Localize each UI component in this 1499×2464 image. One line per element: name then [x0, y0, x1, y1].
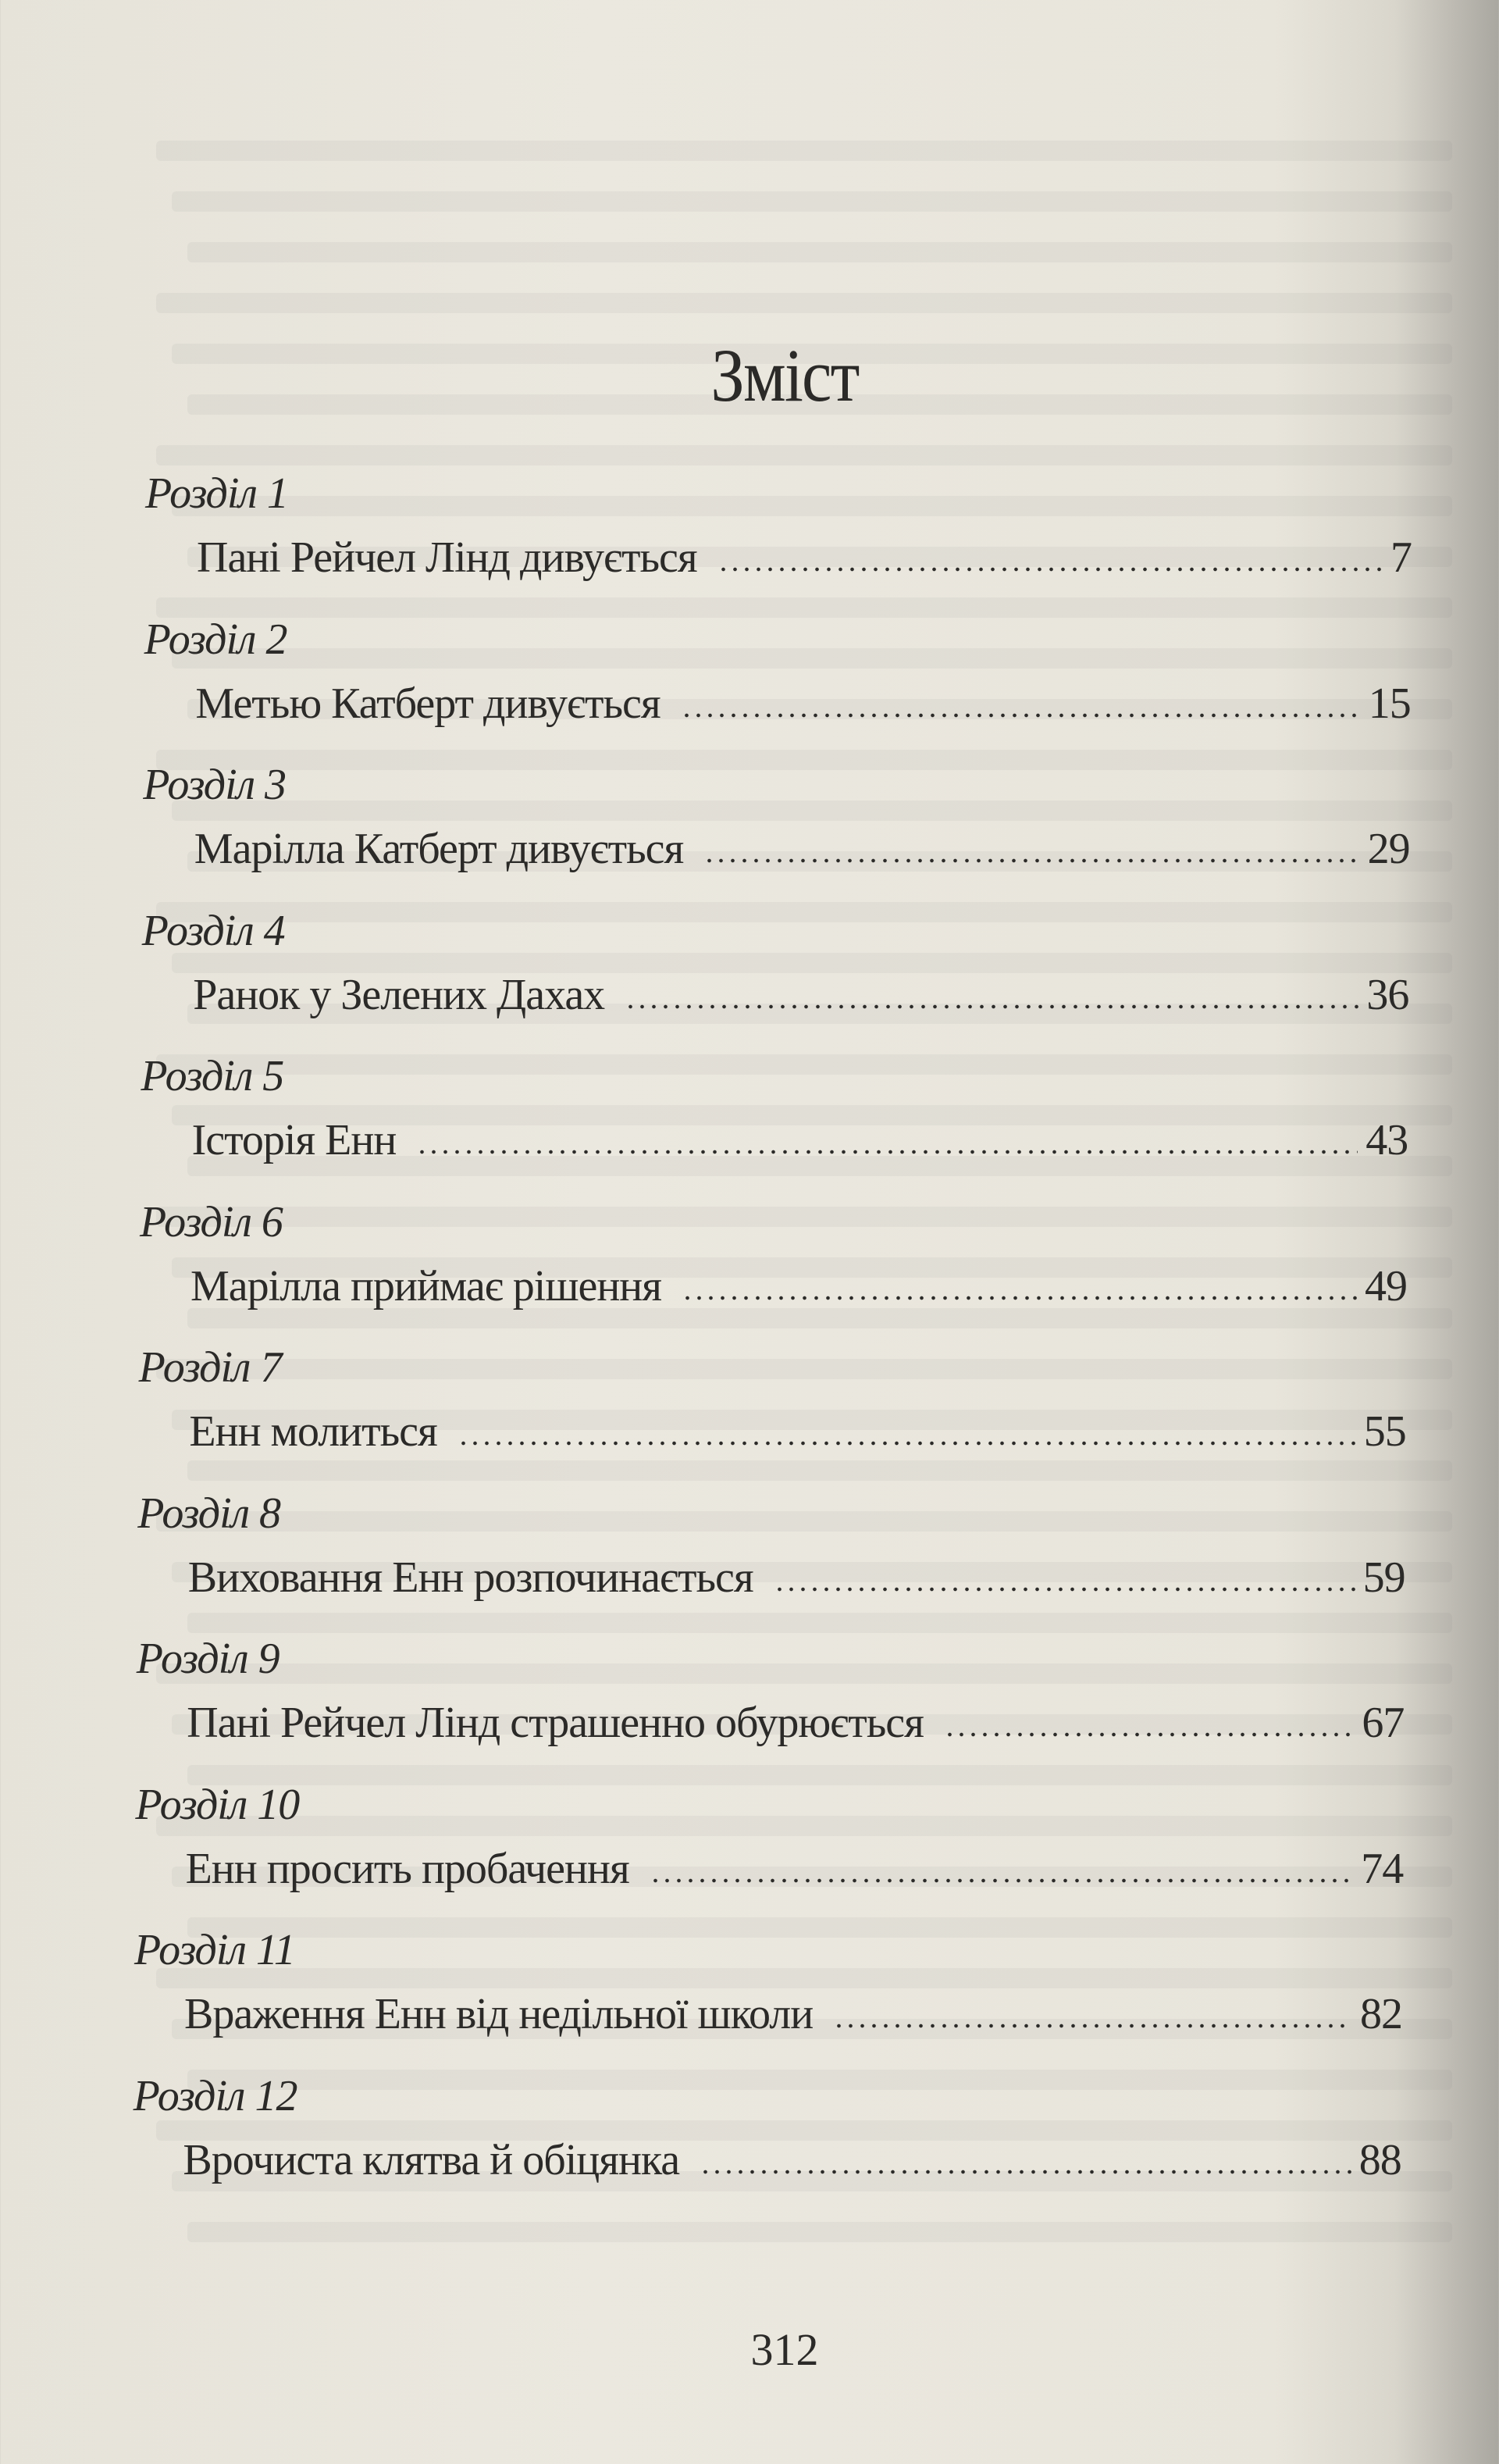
show-through-line [156, 293, 1452, 313]
chapter-row[interactable] [194, 824, 1410, 874]
page-number: 312 [750, 2324, 819, 2375]
show-through-line [187, 2222, 1452, 2242]
chapter-row[interactable] [190, 1261, 1407, 1311]
show-through-line [156, 1054, 1452, 1075]
chapter-page: 49 [1365, 1261, 1407, 1310]
chapter-label: Розділ 4 [141, 906, 285, 955]
chapter-page: 67 [1362, 1699, 1405, 1747]
chapter-title: Історія Енн [191, 1116, 397, 1164]
chapter-title: Виховання Енн розпочинається [187, 1553, 753, 1602]
show-through-line [172, 648, 1452, 669]
show-through-line [156, 1359, 1452, 1379]
show-through-line [156, 1968, 1452, 1988]
chapter-title: Враження Енн від недільної школи [184, 1990, 814, 2038]
chapter-title: Енн просить пробачення [185, 1844, 629, 1893]
chapter-title: Марілла приймає рішення [190, 1261, 662, 1310]
page-title: Зміст [710, 333, 859, 417]
show-through-line [172, 801, 1452, 821]
chapter-label: Розділ 1 [145, 469, 288, 518]
chapter-row[interactable] [195, 679, 1410, 729]
chapter-row[interactable] [192, 1115, 1408, 1165]
chapter-title: Пані Рейчел Лінд дивується [197, 533, 697, 582]
chapter-label: Розділ 2 [144, 615, 287, 664]
show-through-line [187, 242, 1452, 262]
show-through-line [187, 1308, 1452, 1328]
chapter-label: Розділ 7 [138, 1343, 282, 1392]
show-through-line [156, 750, 1452, 770]
chapter-page: 82 [1360, 1990, 1402, 2038]
dot-leader [681, 713, 1361, 718]
dot-leader [700, 2170, 1351, 2174]
chapter-title: Ранок у Зелених Дахах [193, 970, 605, 1019]
chapter-page: 59 [1362, 1553, 1405, 1602]
chapter-row[interactable] [186, 1844, 1404, 1894]
dot-leader [458, 1441, 1356, 1446]
chapter-row[interactable] [189, 1407, 1405, 1457]
chapter-page: 7 [1390, 533, 1412, 582]
chapter-row[interactable] [184, 1989, 1402, 2039]
dot-leader [416, 1150, 1358, 1154]
chapter-row[interactable] [188, 1553, 1405, 1603]
show-through-line [156, 902, 1452, 922]
chapter-page: 43 [1365, 1116, 1408, 1164]
dot-leader [944, 1732, 1355, 1737]
chapter-row[interactable] [197, 533, 1412, 583]
chapter-row[interactable] [193, 970, 1408, 1020]
show-through-line [187, 1765, 1452, 1785]
dot-leader [717, 567, 1383, 572]
chapter-page: 55 [1363, 1407, 1406, 1456]
dot-leader [703, 858, 1359, 863]
dot-leader [682, 1296, 1357, 1300]
dot-leader [650, 1878, 1353, 1883]
chapter-label: Розділ 9 [136, 1635, 280, 1683]
chapter-label: Розділ 8 [137, 1489, 281, 1538]
chapter-label: Розділ 10 [135, 1780, 300, 1829]
chapter-title: Марілла Катберт дивується [194, 825, 684, 873]
dot-leader [833, 2024, 1352, 2028]
show-through-line [156, 445, 1452, 465]
show-through-line [156, 1511, 1452, 1532]
show-through-line [156, 1816, 1452, 1836]
chapter-page: 15 [1368, 679, 1411, 728]
chapter-label: Розділ 11 [134, 1926, 295, 1974]
dot-leader [774, 1587, 1355, 1592]
show-through-line [156, 1207, 1452, 1227]
show-through-line [187, 1917, 1452, 1938]
show-through-line [156, 141, 1452, 161]
chapter-page: 88 [1358, 2135, 1401, 2184]
show-through-line [172, 496, 1452, 516]
chapter-title: Енн молиться [189, 1407, 437, 1456]
chapter-row[interactable] [183, 2135, 1401, 2185]
chapter-page: 74 [1361, 1844, 1404, 1893]
chapter-page: 29 [1367, 825, 1410, 873]
chapter-label: Розділ 5 [141, 1052, 284, 1100]
dot-leader [625, 1004, 1358, 1009]
chapter-row[interactable] [187, 1698, 1404, 1748]
chapter-label: Розділ 6 [140, 1197, 283, 1246]
show-through-line [156, 597, 1452, 618]
show-through-line [156, 1663, 1452, 1684]
chapter-title: Пані Рейчел Лінд страшенно обурюється [187, 1699, 924, 1747]
chapter-title: Метью Катберт дивується [195, 679, 660, 728]
show-through-line [187, 1613, 1452, 1633]
chapter-page: 36 [1366, 970, 1409, 1019]
show-through-line [187, 1460, 1452, 1481]
show-through-line [187, 2070, 1452, 2090]
chapter-label: Розділ 3 [143, 761, 287, 809]
show-through-line [172, 191, 1452, 212]
chapter-label: Розділ 12 [133, 2071, 297, 2120]
chapter-title: Врочиста клятва й обіцянка [183, 2135, 680, 2184]
